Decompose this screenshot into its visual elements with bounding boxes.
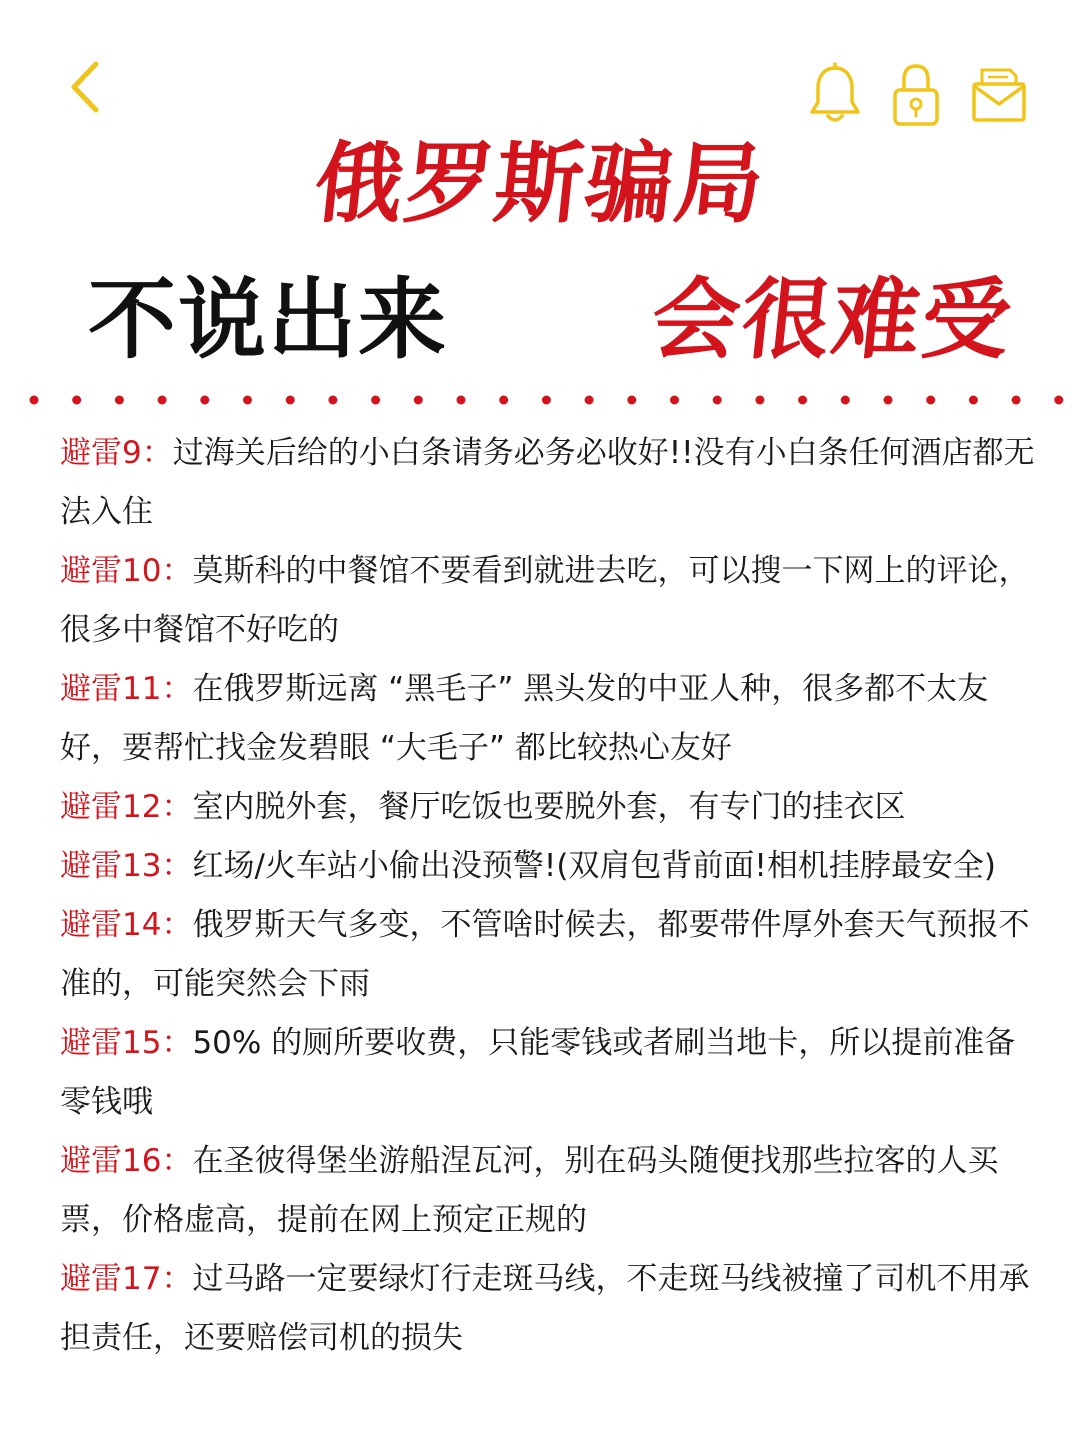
item-text: 俄罗斯天气多变，不管啥时候去，都要带件厚外套天气预报不准的，可能突然会下雨 (60, 907, 1030, 1002)
list-item (60, 542, 1040, 660)
item-text: 室内脱外套，餐厅吃饭也要脱外套，有专门的挂衣区 (192, 789, 906, 825)
list-item (60, 1132, 1040, 1250)
list-item (60, 1250, 1040, 1368)
item-tag: 避雷14： (60, 907, 193, 943)
item-tag: 避雷11： (60, 671, 193, 707)
item-text: 莫斯科的中餐馆不要看到就进去吃，可以搜一下网上的评论，很多中餐馆不好吃的 (60, 553, 1030, 648)
mail-button[interactable] (970, 62, 1028, 128)
item-tag: 避雷15： (60, 1025, 193, 1061)
page-title: 俄罗斯骗局 (309, 132, 771, 235)
subtitle-right: 会很难受 (646, 268, 1018, 371)
list-item (60, 424, 1040, 542)
item-text: 过马路一定要绿灯行走斑马线，不走斑马线被撞了司机不用承担责任，还要赔偿司机的损失 (60, 1261, 1030, 1356)
list-item (60, 778, 1040, 837)
list-item (60, 1014, 1040, 1132)
item-tag: 避雷17： (60, 1261, 193, 1297)
lock-icon (890, 62, 942, 128)
item-text: 红场/火车站小偷出没预警!(双肩包背前面!相机挂脖最安全) (192, 848, 996, 884)
tips-list (60, 424, 1040, 1368)
chevron-left-icon (62, 58, 110, 116)
item-tag: 避雷13： (60, 848, 193, 884)
list-item (60, 837, 1040, 896)
subtitle-left: 不说出来 (88, 268, 449, 371)
item-text: 在俄罗斯远离 “黑毛子” 黑头发的中亚人种，很多都不太友好，要帮忙找金发碧眼 “大毛子” 都比较热心友好 (60, 671, 989, 766)
item-text: 在圣彼得堡坐游船涅瓦河，别在码头随便找那些拉客的人买票，价格虚高，提前在网上预定正规的 (60, 1143, 999, 1238)
item-tag: 避雷12： (60, 789, 193, 825)
mail-icon (970, 62, 1028, 128)
bell-button[interactable] (806, 62, 864, 128)
item-text: 50% 的厕所要收费，只能零钱或者刷当地卡，所以提前准备零钱哦 (60, 1025, 1016, 1120)
back-button[interactable] (62, 58, 110, 116)
item-tag: 避雷16： (60, 1143, 193, 1179)
lock-button[interactable] (890, 62, 942, 128)
item-tag: 避雷9： (60, 435, 173, 471)
bell-icon (806, 62, 864, 128)
dotted-divider (14, 388, 1074, 412)
item-text: 过海关后给的小白条请务必务必收好!!没有小白条任何酒店都无法入住 (60, 435, 1035, 530)
item-tag: 避雷10： (60, 553, 193, 589)
list-item (60, 660, 1040, 778)
list-item (60, 896, 1040, 1014)
